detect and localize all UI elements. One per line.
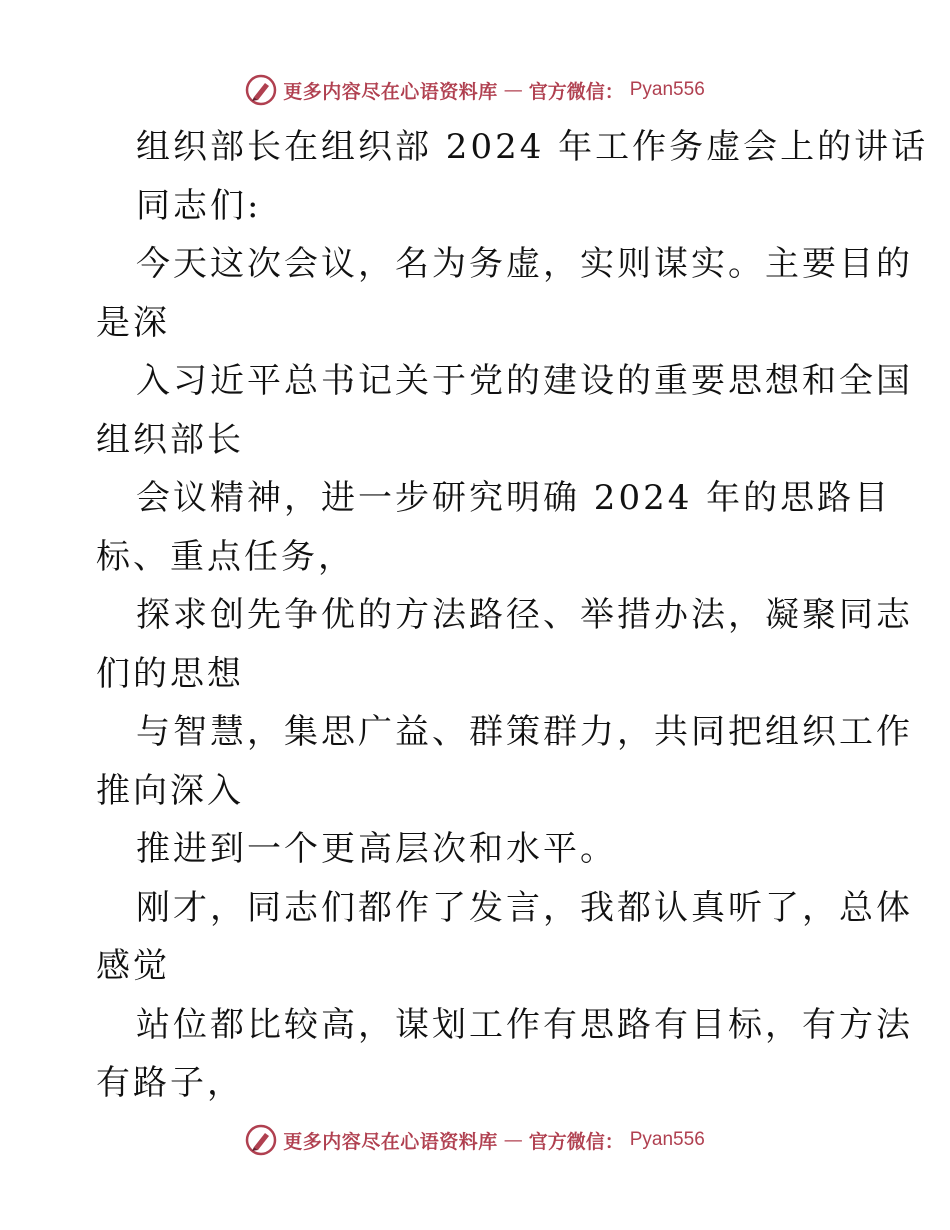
banner-wechat-label: 官方微信： (528, 80, 624, 103)
text-line: 标、重点任务， (96, 536, 355, 577)
text-line: 站位都比较高，谋划工作有思路有目标，有方法 (136, 1004, 913, 1045)
text-line: 组织部长在组织部 2024 年工作务虚会上的讲话 (136, 127, 929, 167)
text-line: 组织部长 (96, 419, 244, 460)
text-line: 今天这次会议，名为务虚，实则谋实。主要目的 (136, 244, 913, 284)
header-banner (0, 70, 950, 110)
text-line: 会议精神，进一步研究明确 2024 年的思路目 (136, 478, 892, 518)
text-line: 们的思想 (96, 653, 244, 694)
banner-dash: — (503, 79, 523, 101)
text-line: 同志们: (136, 185, 262, 226)
text-line: 是深 (96, 302, 170, 343)
text-line: 与智慧，集思广益、群策群力，共同把组织工作 (136, 712, 913, 752)
text-line: 有路子， (96, 1063, 244, 1103)
banner-wechat-label: 官方微信： (528, 1130, 624, 1153)
document-body (96, 118, 929, 1113)
banner-wechat-id: Pyan556 (629, 79, 705, 100)
pen-logo-icon (245, 1124, 277, 1156)
banner-slogan: 更多内容尽在心语资料库 (283, 80, 498, 103)
banner-dash: — (503, 1129, 523, 1151)
text-line: 感觉 (96, 946, 170, 986)
text-line: 推进到一个更高层次和水平。 (136, 829, 617, 869)
text-line: 刚才，同志们都作了发言，我都认真听了，总体 (136, 887, 913, 928)
text-line: 探求创先争优的方法路径、举措办法，凝聚同志 (136, 595, 913, 635)
footer-banner (0, 1120, 950, 1160)
text-line: 推向深入 (96, 770, 244, 811)
text-line: 入习近平总书记关于党的建设的重要思想和全国 (136, 361, 913, 401)
banner-slogan: 更多内容尽在心语资料库 (283, 1130, 498, 1153)
banner-wechat-id: Pyan556 (629, 1129, 705, 1150)
pen-logo-icon (245, 74, 277, 106)
